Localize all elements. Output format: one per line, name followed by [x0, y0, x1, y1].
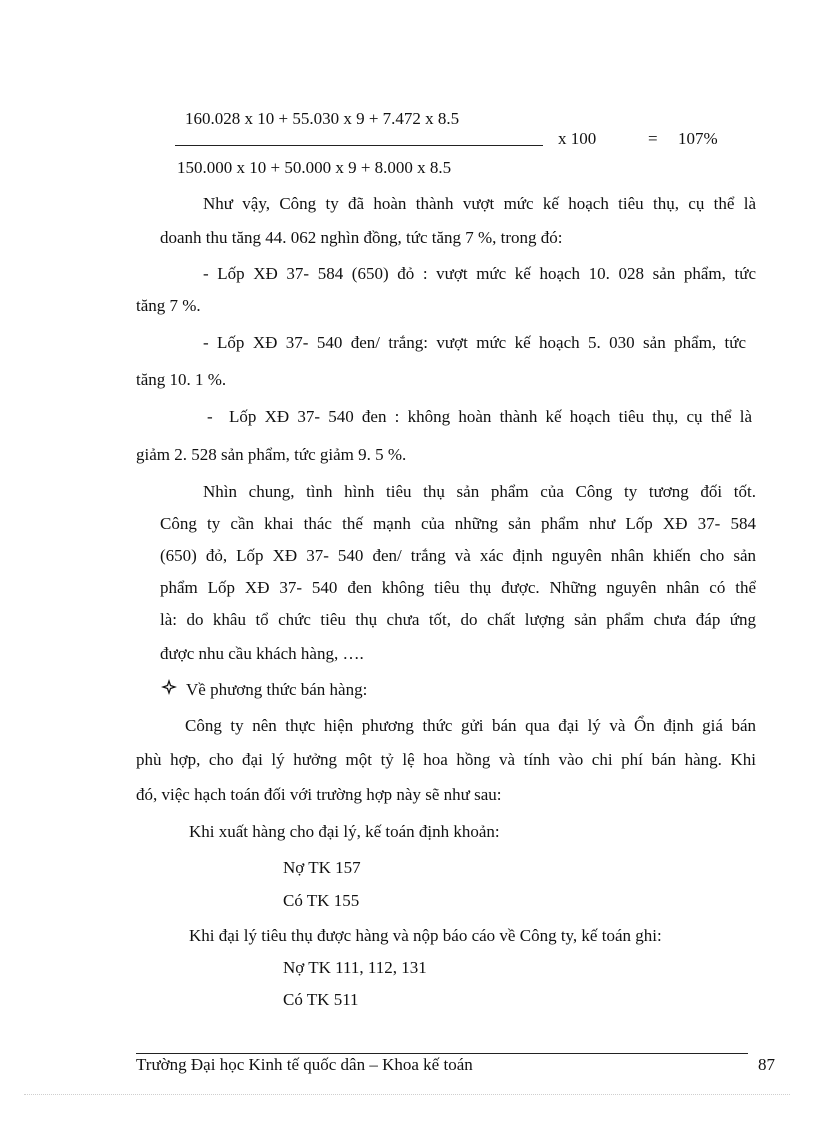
formula-denominator: 150.000 x 10 + 50.000 x 9 + 8.000 x 8.5 — [177, 158, 452, 177]
item3-dash: - — [207, 407, 213, 426]
entry2-credit: Có TK 511 — [283, 990, 359, 1009]
item1-line1: - Lốp XĐ 37- 584 (650) đỏ : vượt mức kế hoạch 10. 028 sản phẩm, tức — [203, 264, 756, 283]
paragraph3-line3: đó, việc hạch toán đối với trường hợp này sẽ như sau: — [136, 785, 502, 804]
fraction-bar — [175, 145, 543, 146]
paragraph1-line1: Như vậy, Công ty đã hoàn thành vượt mức kế hoạch tiêu thụ, cụ thể là — [203, 194, 756, 213]
item3-line2: giảm 2. 528 sản phẩm, tức giảm 9. 5 %. — [136, 445, 407, 464]
entry2-intro: Khi đại lý tiêu thụ được hàng và nộp báo cáo về Công ty, kế toán ghi: — [189, 926, 662, 945]
formula-multiplier: x 100 — [558, 129, 597, 148]
entry1-intro: Khi xuất hàng cho đại lý, kế toán định khoản: — [189, 822, 500, 841]
entry1-credit: Có TK 155 — [283, 891, 360, 910]
entry1-debit: Nợ TK 157 — [283, 858, 361, 877]
formula-result: 107% — [678, 129, 718, 148]
page-number: 87 — [758, 1055, 775, 1074]
paragraph1-line2: doanh thu tăng 44. 062 nghìn đồng, tức tăng 7 %, trong đó: — [160, 228, 563, 247]
section-heading: Về phương thức bán hàng: — [186, 680, 368, 699]
item1-line2: tăng 7 %. — [136, 296, 201, 315]
formula-equals: = — [648, 129, 658, 148]
entry2-debit: Nợ TK 111, 112, 131 — [283, 958, 427, 977]
paragraph2-line2: Công ty cần khai thác thế mạnh của những sản phẩm như Lốp XĐ 37- 584 — [160, 514, 756, 533]
formula-numerator: 160.028 x 10 + 55.030 x 9 + 7.472 x 8.5 — [185, 109, 460, 128]
footer-school: Trường Đại học Kinh tế quốc dân – Khoa kế toán — [136, 1055, 473, 1074]
paragraph2-line5: là: do khâu tổ chức tiêu thụ chưa tốt, do chất lượng sản phẩm chưa đáp ứng — [160, 610, 756, 629]
paragraph2-line1: Nhìn chung, tình hình tiêu thụ sản phẩm của Công ty tương đối tốt. — [203, 482, 756, 501]
item3-line1: Lốp XĐ 37- 540 đen : không hoàn thành kế hoạch tiêu thụ, cụ thể là — [229, 407, 752, 426]
paragraph3-line2: phù hợp, cho đại lý hưởng một tỷ lệ hoa hồng và tính vào chi phí bán hàng. Khi — [136, 750, 756, 769]
footer-divider — [136, 1053, 748, 1054]
page-bottom-edge — [24, 1094, 790, 1095]
paragraph2-line6: được nhu cầu khách hàng, …. — [160, 644, 364, 663]
diamond-bullet-icon — [160, 678, 178, 696]
paragraph2-line4: phẩm Lốp XĐ 37- 540 đen không tiêu thụ được. Những nguyên nhân có thể — [160, 578, 756, 597]
item2-line2: tăng 10. 1 %. — [136, 370, 227, 389]
item2-line1: - Lốp XĐ 37- 540 đen/ trắng: vượt mức kế hoạch 5. 030 sản phẩm, tức — [203, 333, 746, 352]
paragraph2-line3: (650) đỏ, Lốp XĐ 37- 540 đen/ trắng và xác định nguyên nhân khiến cho sản — [160, 546, 756, 565]
paragraph3-line1: Công ty nên thực hiện phương thức gửi bán qua đại lý và Ổn định giá bán — [185, 716, 756, 735]
